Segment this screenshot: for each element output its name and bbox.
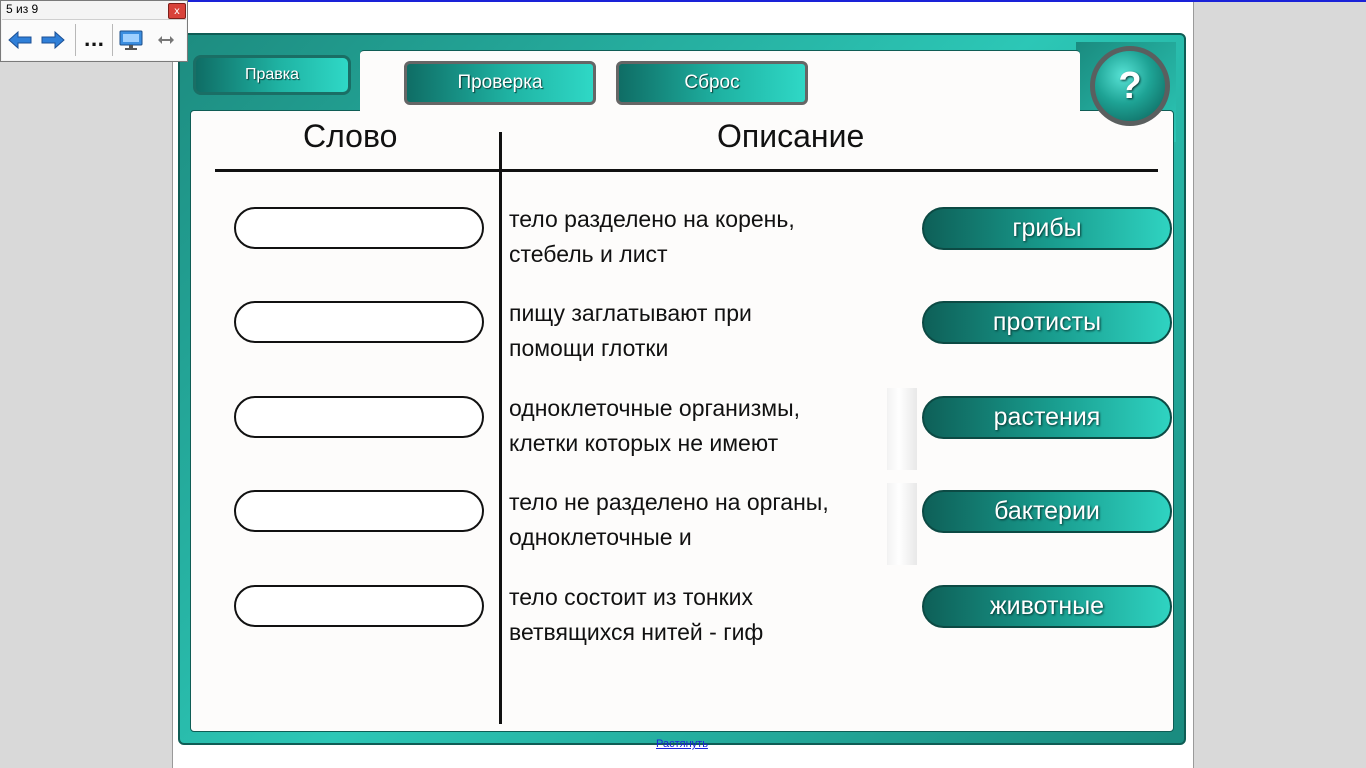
answer-slot-5[interactable] xyxy=(234,585,484,627)
edit-button[interactable]: Правка xyxy=(193,55,351,95)
description-line: тело не разделено на органы, xyxy=(509,489,829,515)
description-line: одноклеточные и xyxy=(509,524,692,550)
check-button[interactable]: Проверка xyxy=(404,61,596,105)
description-line: клетки которых не имеют xyxy=(509,430,779,456)
description-line: стебель и лист xyxy=(509,241,668,267)
answer-slot-3[interactable] xyxy=(234,396,484,438)
description-2 xyxy=(509,296,889,366)
option-chip-bacteria[interactable]: бактерии xyxy=(922,490,1172,533)
stretch-link[interactable]: Растянуть xyxy=(656,738,708,750)
toolbar-separator xyxy=(75,24,76,56)
answer-slot-4[interactable] xyxy=(234,490,484,532)
answer-slot-1[interactable] xyxy=(234,207,484,249)
viewer-button-bar xyxy=(2,19,186,60)
close-icon[interactable]: x xyxy=(168,3,186,19)
description-5 xyxy=(509,580,889,650)
description-line: пищу заглатывают при xyxy=(509,300,752,326)
slideshow-monitor-icon[interactable] xyxy=(117,28,145,52)
description-line: ветвящихся нитей - гиф xyxy=(509,619,764,645)
scroll-shadow xyxy=(887,483,917,565)
description-line: помощи глотки xyxy=(509,335,669,361)
option-chip-protists[interactable]: протисты xyxy=(922,301,1172,344)
description-line: тело разделено на корень, xyxy=(509,206,795,232)
table-column-divider xyxy=(499,132,502,724)
resize-arrows-icon[interactable] xyxy=(152,28,180,52)
more-menu-button[interactable]: ... xyxy=(83,29,105,51)
window-top-border xyxy=(0,0,1366,2)
previous-arrow-icon[interactable] xyxy=(6,28,34,52)
column-header-word: Слово xyxy=(303,118,398,154)
answer-slot-2[interactable] xyxy=(234,301,484,343)
description-line: тело состоит из тонких xyxy=(509,584,754,610)
option-chip-fungi[interactable]: грибы xyxy=(922,207,1172,250)
description-3 xyxy=(509,391,889,461)
description-4 xyxy=(509,485,889,555)
viewer-toolbar xyxy=(0,0,188,62)
next-arrow-icon[interactable] xyxy=(39,28,67,52)
reset-button[interactable]: Сброс xyxy=(616,61,808,105)
slide-counter: 5 из 9 xyxy=(6,2,39,16)
description-line: одноклеточные организмы, xyxy=(509,395,801,421)
scroll-shadow xyxy=(887,388,917,470)
description-1 xyxy=(509,202,889,272)
table-header-divider xyxy=(215,169,1158,172)
option-chip-plants[interactable]: растения xyxy=(922,396,1172,439)
toolbar-separator xyxy=(112,24,113,56)
help-button[interactable]: ? xyxy=(1090,46,1170,126)
column-header-description: Описание xyxy=(717,118,865,154)
option-chip-animals[interactable]: животные xyxy=(922,585,1172,628)
